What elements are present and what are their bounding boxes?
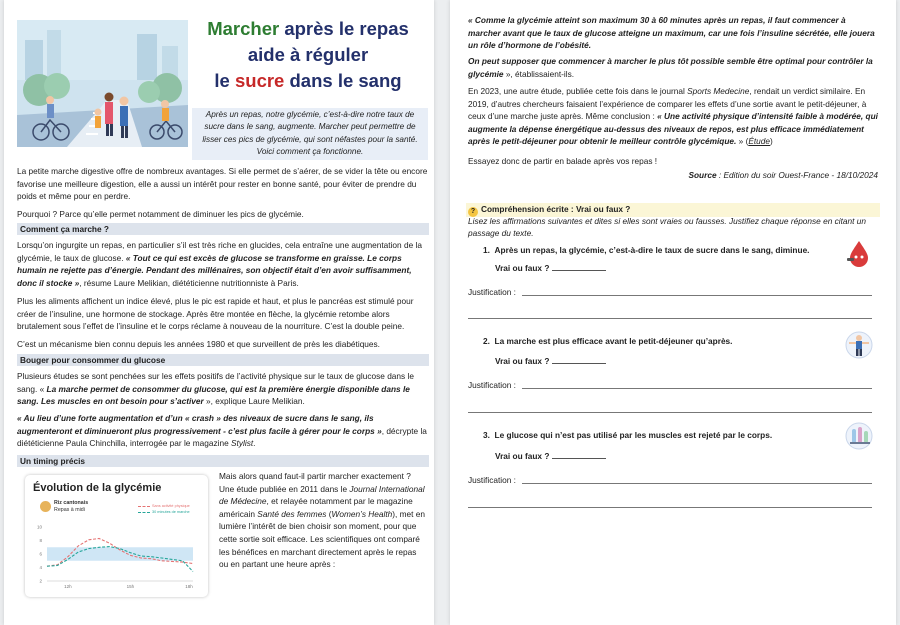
- quote-study: « Comme la glycémie atteint son maximum 30 à 60 minutes après un repas, il faut commencer à marcher avant que le taux de glucose atteigne un maximum, car une fois l’insuline sécrétée, elle jouera un rôle d’hormone de l’obésité.: [468, 15, 875, 51]
- section-heading-how: Comment ça marche ?: [17, 223, 429, 235]
- walking-family-illustration: [17, 20, 188, 147]
- question-1: 1. Après un repas, la glycémie, c’est-à-dire le taux de sucre dans le sang, diminue.: [483, 245, 810, 255]
- blood-drop-icon: [844, 238, 874, 268]
- paragraph-sports-medecine: En 2023, une autre étude, publiée cette fois dans le journal Sports Medecine, rendait un verdict similaire. En 2019, d’autres chercheurs faisaient l’expérience de comparer les effets d’une sortie avant le petit-déjeuner, à ceux d’une marche juste après. Même conclusion : « Une activité physique d’intensité faible à modérée, qui augmente la dépense énergétique au-dessus des niveaux de repos, est plus efficace immédiatement après le petit-déjeuner pour obtenir le meilleur contrôle glycémique. » (Étude): [468, 86, 878, 147]
- true-false-field-3[interactable]: Vrai ou faux ?: [495, 450, 606, 462]
- y-tick-label: 8: [39, 538, 42, 543]
- justification-line-2a[interactable]: [522, 388, 872, 389]
- legend-walking: 30 minutes de marche: [138, 510, 190, 515]
- article-title: Marcher après le repas aide à réguler le sucre dans le sang: [207, 18, 409, 91]
- paragraph-timing: Mais alors quand faut-il partir marcher exactement ? Une étude publiée en 2011 dans le Journal International de Médecine, et relayée notamment par le magazine américain Santé des femmes (Women’s Health), met en lumière l’intérêt de bien choisir son moment, pour que cette sortie soit efficace. Les scientifiques ont comparé les bénéfices en marchant directement après le repas ou en partant une heure après :: [219, 471, 426, 570]
- left-page: [4, 0, 434, 625]
- section-heading-move: Bouger pour consommer du glucose: [17, 354, 429, 366]
- justification-label-1: Justification :: [468, 287, 516, 297]
- quiz-instructions: Lisez les affirmations suivantes et dites si elles sont vraies ou fausses. Justifiez chaque réponse en citant un passage du texte.: [468, 216, 866, 238]
- x-tick-label: 12h: [64, 584, 72, 589]
- paragraph-insulin: Plus les aliments affichent un indice élevé, plus le pic est rapide et haut, et plus le pancréas est stimulé pour créer de l’insuline, une hormone de stockage. Après être montée en flèche, la glycémie retombe alors brutalement sous l’effet de l’insuline et le corps réclame à nouveau de la nourriture. C’est la double peine.: [17, 296, 414, 332]
- paragraph-chinchilla: « Au lieu d’une forte augmentation et d’un « crash » des niveaux de sucre dans le sang, ils augmenteront et diminueront plus progressivement - c’est plus facile à gérer pour le corps », décrypte la diététicienne Paula Chinchilla, interrogée par le magazine Stylist.: [17, 413, 427, 449]
- glycemia-chart: [25, 475, 208, 597]
- true-false-field-2[interactable]: Vrai ou faux ?: [495, 355, 606, 367]
- question-2: 2. La marche est plus efficace avant le petit-déjeuner qu’après.: [483, 336, 733, 346]
- right-page: [450, 0, 896, 625]
- legend-no-activity: Sans activité physique: [138, 504, 190, 509]
- lab-test-icon: [844, 421, 874, 451]
- paragraph-studies: Plusieurs études se sont penchées sur les effets positifs de l’activité physique sur le taux de glucose dans le sang. « La marche permet de consommer du glucose, qui est la première énergie disponible dans le sang. Les muscles en ont besoin pour s’activer », explique Laure Melikian.: [17, 371, 414, 407]
- true-false-field-1[interactable]: Vrai ou faux ?: [495, 262, 606, 274]
- justification-line-3a[interactable]: [522, 483, 872, 484]
- paragraph-conclusion: Essayez donc de partir en balade après vos repas !: [468, 156, 658, 166]
- x-tick-label: 18h: [185, 584, 193, 589]
- article-lede: Après un repas, notre glycémie, c’est-à-dire notre taux de sucre dans le sang, augmente. Marcher peut permettre de lisser ces pics de glycémie, qui sont néfastes pour la santé. Voici comment ça fonctionne.: [192, 108, 428, 160]
- paragraph-glucose: Lorsqu’on ingurgite un repas, en particulier s’il est très riche en glucides, cela entraîne une augmentation de la glycémie, le taux de glucose. « Tout ce qui est excès de glucose se transforme en graisse. Le corps humain ne rejette pas d’énergie. Pendant des millénaires, son objectif était d’en avoir suffisamment, donc il stocke », résume Laure Melikian, diététicienne nutritionniste à Paris.: [17, 240, 422, 288]
- justification-line-3b[interactable]: [468, 507, 872, 508]
- x-tick-label: 15h: [126, 584, 135, 589]
- y-tick-label: 4: [39, 565, 42, 570]
- glycemia-chart-card: [25, 475, 208, 597]
- question-3: 3. Le glucose qui n’est pas utilisé par les muscles est rejeté par le corps.: [483, 430, 773, 440]
- justification-line-2b[interactable]: [468, 412, 872, 413]
- justification-label-3: Justification :: [468, 475, 516, 485]
- chart-title: Évolution de la glycémie: [33, 482, 162, 494]
- y-tick-label: 2: [39, 578, 42, 584]
- section-heading-timing: Un timing précis: [17, 455, 429, 467]
- justification-line-1b[interactable]: [468, 318, 872, 319]
- quiz-heading: ? Compréhension écrite : Vrai ou faux ?: [466, 203, 880, 217]
- justification-label-2: Justification :: [468, 380, 516, 390]
- paragraph-why: Pourquoi ? Parce qu’elle permet notamment de diminuer les pics de glycémie.: [17, 209, 304, 219]
- exercise-person-icon: [844, 330, 874, 360]
- chart-food-label: Riz cantonais Repas à midi: [54, 500, 89, 513]
- justification-line-1a[interactable]: [522, 295, 872, 296]
- paragraph-mechanism: C’est un mécanisme bien connu depuis les années 1980 et que surveillent de près les diabétiques.: [17, 339, 380, 349]
- thinking-face-icon: ?: [468, 207, 478, 217]
- study-link[interactable]: Étude: [748, 136, 771, 147]
- y-tick-label: 10: [36, 524, 42, 530]
- quote-study-continued: On peut supposer que commencer à marcher le plus tôt possible semble être optimal pour contrôler la glycémie », établissaient-ils.: [468, 56, 873, 79]
- y-tick-label: 6: [39, 551, 42, 557]
- article-source: Source : Edition du soir Ouest-France - 18/10/2024: [688, 170, 878, 180]
- paragraph-intro: La petite marche digestive offre de nombreux avantages. Si elle permet de s’aérer, de se vider la tête ou encore favorise une meilleure digestion, elle a aussi un intérêt pour rester en bonne santé, pour éviter de prendre du poids et même pour en perdre.: [17, 166, 428, 202]
